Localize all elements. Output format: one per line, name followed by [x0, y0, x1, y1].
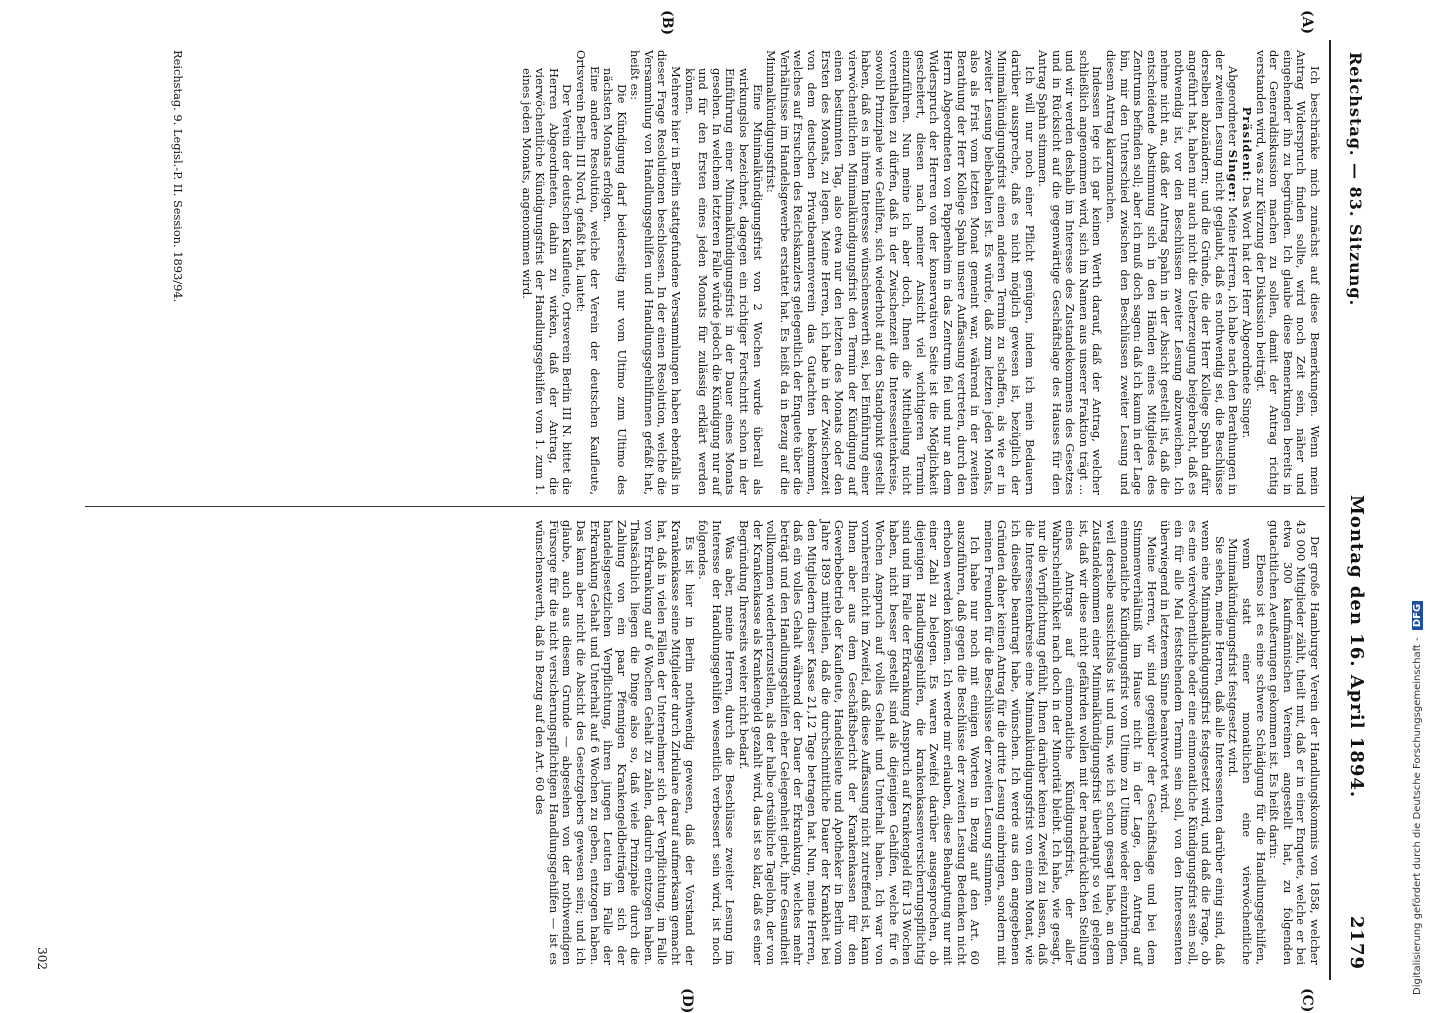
digitization-note	[1412, 601, 1423, 995]
signature-mark: 302	[35, 947, 49, 970]
paragraph: Indessen lege ich gar keinen Werth darauf, daß der Antrag, welcher schließlich angenommen wird, sich im Namen aus unserer Fraktion trägt ... und wir werden deshalb im Interesse des Zustandekommens des Gesetzes und in Rücksicht auf die gegenwärtige Geschäftslage des Hauses für den Antrag Spahn stimmen.	[1036, 50, 1105, 495]
header-center: Montag den 16. April 1894.	[1346, 495, 1367, 799]
paragraph: Mehrere hier in Berlin stattgefundene Versammlungen haben ebenfalls in dieser Frage Resolutionen beschlossen. In der einen Resolution, welche die Versammlung von Handlungsgehilfen und Handlungsgehilfinnen gefaßt hat, heißt es:	[628, 50, 684, 495]
header-left: Reichstag. — 83. Sitzung.	[1346, 52, 1365, 307]
margin-letter-d: (D)	[679, 988, 695, 1013]
speech-text: Das Wort hat der Herr Abgeordnete Singer.	[1240, 186, 1255, 439]
digitization-text: Digitalisierung gefördert durch die Deutsche Forschungsgemeinschaft -	[1412, 637, 1423, 995]
speaker-prefix: Abgeordneter	[1226, 66, 1241, 146]
header-rule	[1329, 40, 1331, 980]
rotated-document-page	[35, 10, 1375, 1013]
paragraph: Ich habe nur noch mit einigen Worten in Bezug auf den Art. 60 auszuführen, daß gegen die Beschlüsse der zweiten Lesung Bedenken nicht erhoben werden können. Ich werde mir erlauben, diese Behauptung nur mit einer Zahl zu belegen. Es waren Zweifel darüber ausgesprochen, ob diejenigen Handlungsgehilfen, die krankenkassenversicherungspflichtig sind und im Falle der Erkrankung Anspruch auf Krankengeld für 13 Wochen haben, nicht besser gestellt sind als diejenigen Gehilfen, welche für 6 Wochen Anspruch auf volles Gehalt und Unterhalt haben. Ich war von vornherein nicht im Zweifel, daß diese Auffassung nicht zutreffend ist, kann Ihnen aber aus dem Geschäftsbericht der Krankenkassen für den Gewerbebetrieb der Kaufleute, Handelsleute und Apotheker in Berlin vom Jahre 1893 mittheilen, daß die durchschnittliche Dauer der Krankheit bei den Mitgliedern dieser Kasse 21,12 Tage betragen hat. Nun, meine Herren, daß ein volles Gehalt während der Dauer der Erkrankung, welches mehr beträgt und den Handlungsgehilfen eher Gelegenheit giebt, ihre Gesundheit vollkommen wiederherzustellen, als der halbe ortsübliche Tagelohn, der von der Krankenkasse als Krankengeld gezahlt wird, das ist so klar, daß es einer Begründung Ihrerseits weiter nicht bedarf.	[737, 520, 983, 965]
page-header	[1325, 40, 1375, 980]
margin-letter-c: (C)	[1299, 988, 1315, 1013]
paragraph: Eine andere Resolution, welche der Verein der deutschen Kaufleute, Ortsverein Berlin III Nord, gefaßt hat, lautet:	[573, 50, 602, 495]
margin-letter-b: (B)	[659, 10, 675, 36]
singer-speech	[1104, 50, 1240, 495]
margin-letter-a: (A)	[1299, 10, 1315, 35]
president-line	[1239, 50, 1253, 495]
paragraph: Der große Hamburger Verein der Handlungskommis von 1858, welcher 43 000 Mitglieder zählt, theilt mit, daß er in einer Enquete, welche er bei etwa 300 kaufmännischen Vereinen angestellt hat, zu folgenden gutachtlichen Aeußerungen gekommen ist. Es heißt darin:	[1267, 520, 1322, 965]
dfg-logo: DFG	[1412, 601, 1423, 630]
left-column	[519, 50, 1321, 495]
paragraph: Ich will nur noch einer Pflicht genügen, indem ich mein Bedauern darüber ausspreche, daß es nicht möglich gewesen ist, bezüglich der Minimalkündigungsfrist einen anderen Termin zu schaffen, als wie er in zweiter Lesung beibehalten ist. Es würde, daß zum letzten jeden Monats, also als Frist vom letzten Monat gemeint war, während in der zweiten Berathung der Herr Kollege Spahn unsere Auffassung vertreten, durch den Herrn Abgeordneten von Pappenheim in das Zentrum fiel und nur an dem Widerspruch der Herren von der konservativen Seite ist die Möglichkeit gescheitert, diesen nach meiner Ansicht viel wichtigeren Termin einzuführen. Nun meine ich aber doch, Ihnen die Mittheilung nicht vorenthalten zu dürfen, daß in der Zwischenzeit die Interessentenkreise, sowohl Prinzipale wie Gehilfen, sich wiederholt auf den Standpunkt gestellt haben, daß es in ihrem Interesse wünschenswerth sei, bei Einführung einer vierwöchentlichen Minimalkündigungsfrist den Termin der Kündigung auf einen bestimmten Tag, also etwa nur den letzten des Monats oder den Ersten des Monats, zu legen. Meine Herren, ich habe in der Zwischenzeit von dem deutschen Privatbeamtenverein das Gutachten bekommen, welches auf Ersuchen des Reichskanzlers gelegentlich der Enquete über die Verhältnisse im Handelsgewerbe erstattet hat. Es heißt da in Bezug auf die Minimalkündigungsfrist:	[764, 50, 1037, 495]
paragraph: Meine Herren, wir sind gegenüber der Geschäftslage und bei dem Stimmenverhältniß im Hause nicht in der Lage, den Antrag auf einmonatliche Kündigungsfrist vom Ultimo zu Ultimo wieder einzubringen, weil derselbe aussichtslos ist und uns, wie ich schon gesagt habe, an dem Zustandekommen einer Minimalkündigungsfrist überhaupt so viel gelegen ist, daß wir diese nicht gefährden wollen mit der nachdrücklichen Stellung eines Antrags auf einmonatliche Kündigungsfrist, der aller Wahrscheinlichkeit nach doch in der Minorität bleibt. Ich habe, wie gesagt, nur die Verpflichtung gefühlt, Ihnen darüber keinen Zweifel zu lassen, daß die Interessentenkreise eine Minimalkündigungsfrist von einem Monat, wie ich dieselbe beantragt habe, wünschen. Ich werde aus den angegebenen Gründen daher keinen Antrag für die dritte Lesung einbringen, sondern mit meinen Freunden für die Beschlüsse der zweiten Lesung stimmen.	[981, 520, 1159, 965]
session-reference: Reichstag. 9. Legisl.-P. II. Session. 1893/94.	[171, 50, 185, 303]
right-column	[533, 520, 1321, 965]
header-page-number: 2179	[1346, 915, 1367, 970]
speaker-name: Singer:	[1226, 149, 1241, 203]
quoted-text: Eine Minimalkündigungsfrist von 2 Wochen wurde überall als wirkungslos bezeichnet, dagegen ein richtiger Fortschritt schon in der Einführung einer Minimalkündigungsfrist in der Dauer eines Monats gesehen. In welchem letzteren Falle würde jedoch die Kündigung nur auf und für den Ersten eines jeden Monats für zulässig erklärt werden können.	[682, 68, 765, 495]
paragraph: Es ist hier in Berlin nothwendig gewesen, daß der Vorstand der Krankenkasse seine Mitglieder durch Zirkulare darauf aufmerksam gemacht hat, daß in vielen Fällen der Unternehmer sich der Verpflichtung, im Falle von Erkrankung auf 6 Wochen Gehalt zu zahlen, dadurch entzogen haben. Thatsächlich liegen die Dinge also so, daß viele Prinzipale durch die Zahlung von ein paar Pfennigen Krankengeldbeiträgen sich der handelsgesetzlichen Verpflichtung, ihren jungen Leuten im Falle der Erkrankung Gehalt und Unterhalt auf 6 Wochen zu geben, entzogen haben. Das kann aber nicht die Absicht des Gesetzgebers gewesen sein; und ich glaube, auch aus diesem Grunde — abgesehen von der nothwendigen Fürsorge für die nicht versicherungspflichtigen Handlungsgehilfen — ist es wünschenswerth, daß in Bezug auf den Art. 60 des	[533, 520, 697, 965]
quoted-text: Der Verein der deutschen Kaufleute, Ortsverein Berlin III N. bittet die Herren Abgeordneten, dahin zu wirken, daß der Antrag, die vierwöchentliche Kündigungsfrist der Handlungsgehilfen vom 1. zum 1. eines jeden Monats, angenommen wird.	[519, 68, 575, 495]
paragraph: Sie sehen, meine Herren, daß alle Interessenten darüber einig sind, daß wenn eine Minimalkündigungsfrist festgesetzt wird, und daß die Frage, ob es eine vierwöchentliche oder eine einmonatliche Kündigungsfrist sein soll, ein für alle Mal feststehendem Termin sein soll, von den Interessenten überwiegend in letzterem Sinne beantwortet wird.	[1158, 520, 1227, 965]
quoted-text: Ebenso ist es eine schwere Schädigung für die Handlungsgehilfen, wenn statt einer monatlichen eine vierwöchentliche Minimalkündigungsfrist festgesetzt wird.	[1226, 538, 1268, 965]
quoted-text: Die Kündigung darf beiderseitig nur vom Ultimo zum Ultimo des nächsten Monats erfolgen.	[601, 68, 629, 495]
paragraph: Was aber, meine Herren, durch die Beschlüsse zweiter Lesung im Interesse der Handlungsgehilfen wesentlich verbessert sein wird, ist noch folgendes.	[696, 520, 738, 965]
speaker-name: Präsident:	[1240, 106, 1255, 183]
paragraph: Ich beschränke mich zunächst auf diese Bemerkungen. Wenn mein Antrag Widerspruch finden sollte, wird noch Zeit sein, näher und eingehender ihn zu begründen. Ich glaube diese Bemerkungen bereits in der Generaldiskussion machen zu sollen, damit der Antrag richtig verstanden wird, was zur Kürzung der Diskussion beiträgt.	[1253, 50, 1322, 495]
column-divider	[85, 506, 1325, 507]
speech-text: Meine Herren, ich habe nach den Berathungen in der zweiten Lesung nicht geglaubt, daß es nothwendig sei, die Beschlüsse derselben abzuändern; und die Gründe, die der Herr Kollege Spahn dafür angeführt hat, haben mir auch nicht die Ueberzeugung beigebracht, daß es nothwendig ist, vor den Beschlüssen zweiter Lesung abzuweichen. Ich nehme nicht an, daß der Antrag Spahn in der Absicht gestellt ist, daß die entscheidende Abstimmung sich in den Händen eines Mitgliedes des Zentrums befinden soll; aber ich muß doch sagen: daß ich kaum in der Lage bin, mir den Unterschied zwischen den Beschlüssen zweiter Lesung und diesem Antrag klarzumachen.	[1104, 50, 1241, 495]
